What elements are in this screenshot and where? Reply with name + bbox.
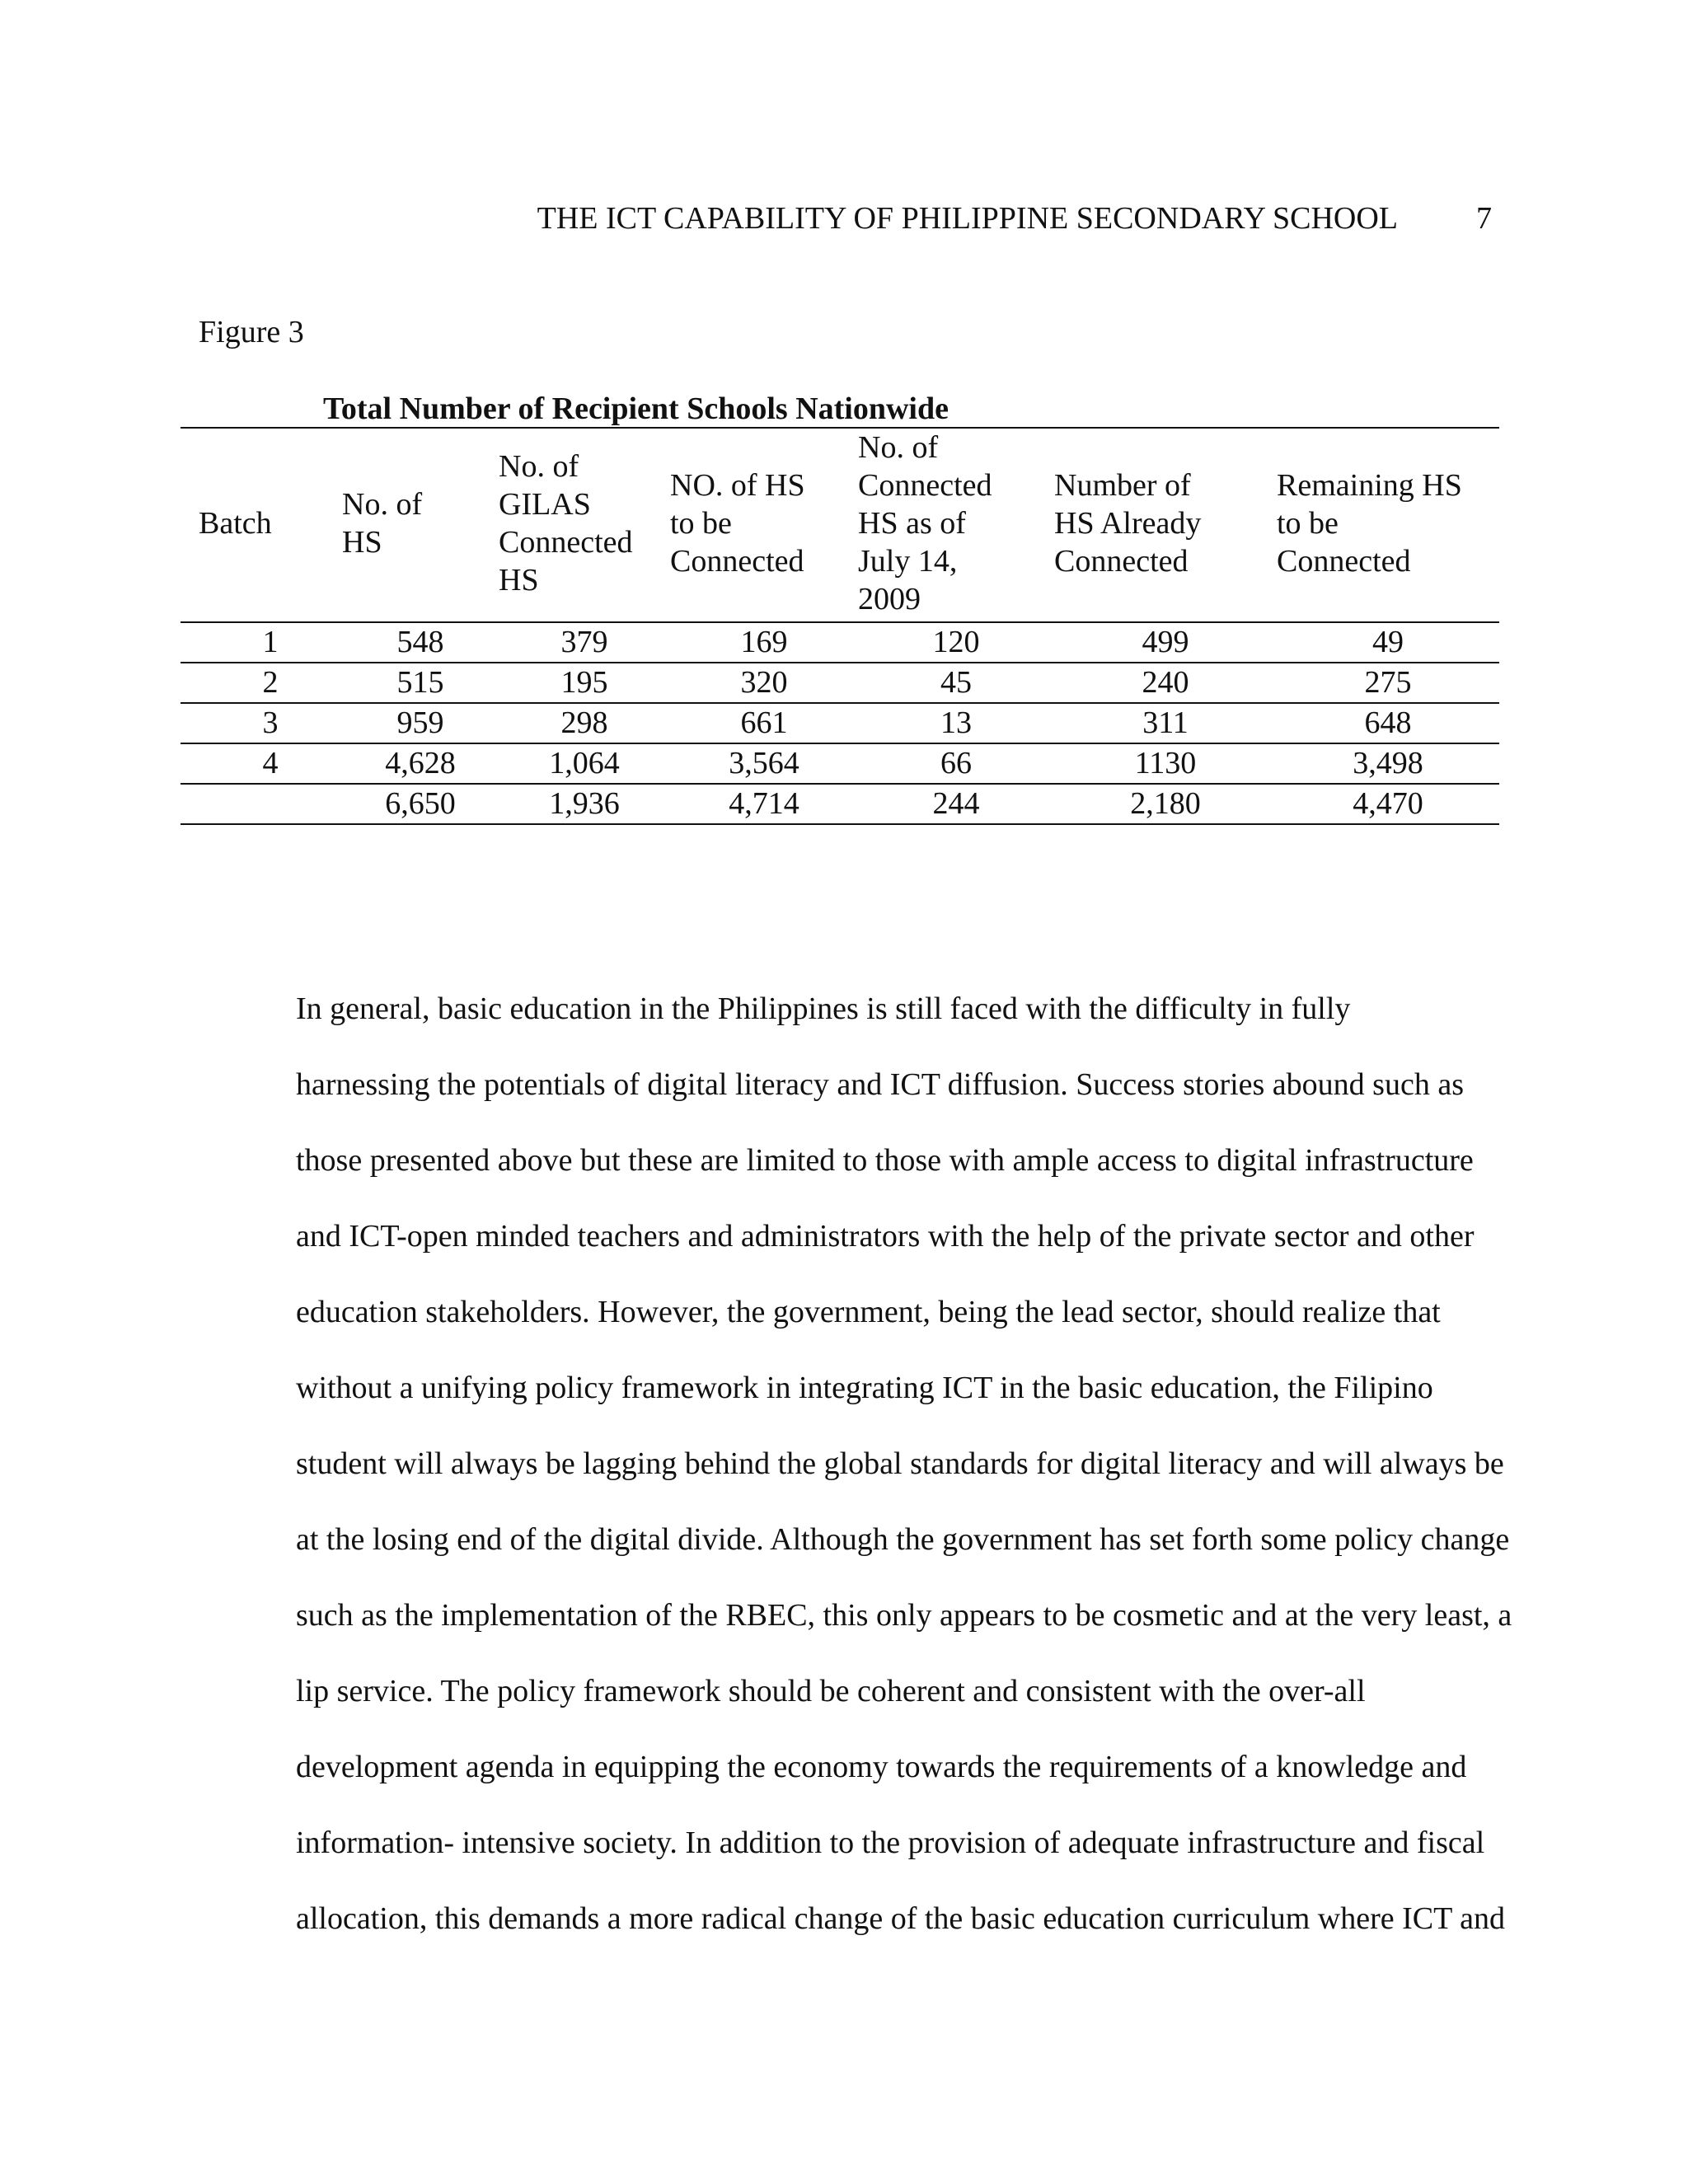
column-header-line: 2009 xyxy=(858,582,921,616)
text-line: and ICT-open minded teachers and administrators with the help of the private sector and other xyxy=(296,1219,1475,1254)
table-cell: 2 xyxy=(181,663,342,703)
table-cell: 1,936 xyxy=(499,784,670,824)
column-header xyxy=(858,428,1054,622)
table-cell: 169 xyxy=(670,622,858,663)
column-header-line: Number of xyxy=(1054,468,1191,503)
column-header-line: HS as of xyxy=(858,506,966,541)
table-cell: 379 xyxy=(499,622,670,663)
text-line: allocation, this demands a more radical change of the basic education curriculum where ICT and xyxy=(296,1901,1506,1936)
column-header xyxy=(342,428,499,622)
text-line: lip service. The policy framework should be coherent and consistent with the over-all xyxy=(296,1674,1366,1708)
text-line: In general, basic education in the Philippines is still faced with the difficulty in fully xyxy=(296,991,1351,1026)
table-cell: 6,650 xyxy=(342,784,499,824)
table-cell: 311 xyxy=(1054,703,1277,743)
column-header-line: Remaining HS xyxy=(1277,468,1462,503)
text-line: information- intensive society. In addition to the provision of adequate infrastructure and fiscal xyxy=(296,1825,1485,1860)
table-cell: 298 xyxy=(499,703,670,743)
column-header-line: Batch xyxy=(199,506,272,541)
body-paragraph xyxy=(199,971,1512,1957)
text-line: development agenda in equipping the economy towards the requirements of a knowledge and xyxy=(296,1750,1467,1784)
table-cell: 548 xyxy=(342,622,499,663)
table-cell: 1,064 xyxy=(499,743,670,784)
table-cell: 240 xyxy=(1054,663,1277,703)
paragraph xyxy=(199,971,1512,1957)
table-body xyxy=(181,622,1499,824)
column-header-line: HS Already xyxy=(1054,506,1202,541)
column-header-line: HS xyxy=(342,525,382,560)
recipient-schools-table xyxy=(181,427,1499,825)
text-line: harnessing the potentials of digital literacy and ICT diffusion. Success stories abound such as xyxy=(296,1067,1464,1102)
text-line: without a unifying policy framework in integrating ICT in the basic education, the Filipino xyxy=(296,1371,1433,1405)
running-title: THE ICT CAPABILITY OF PHILIPPINE SECONDARY SCHOOL xyxy=(537,201,1398,236)
column-header-line: Connected xyxy=(499,525,633,560)
table-cell: 195 xyxy=(499,663,670,703)
table-title: Total Number of Recipient Schools Nationwide xyxy=(323,391,949,426)
table-cell: 4,628 xyxy=(342,743,499,784)
table-cell: 244 xyxy=(858,784,1054,824)
table-cell: 45 xyxy=(858,663,1054,703)
column-header-line: Connected xyxy=(1277,544,1411,579)
table-cell: 320 xyxy=(670,663,858,703)
text-line: those presented above but these are limited to those with ample access to digital infrastructure xyxy=(296,1143,1474,1178)
column-header xyxy=(670,428,858,622)
table-row xyxy=(181,743,1499,784)
column-header-line: HS xyxy=(499,563,539,598)
table-cell: 4,470 xyxy=(1277,784,1499,824)
table-cell xyxy=(181,784,342,824)
column-header-line: GILAS xyxy=(499,487,591,522)
table-cell: 1 xyxy=(181,622,342,663)
table-cell: 3,498 xyxy=(1277,743,1499,784)
table-row xyxy=(181,622,1499,663)
table-row xyxy=(181,784,1499,824)
table-cell: 959 xyxy=(342,703,499,743)
table-cell: 3 xyxy=(181,703,342,743)
text-line: student will always be lagging behind the global standards for digital literacy and will always be xyxy=(296,1446,1504,1481)
table-row xyxy=(181,663,1499,703)
table-cell: 515 xyxy=(342,663,499,703)
column-header xyxy=(1277,428,1499,622)
table-cell: 499 xyxy=(1054,622,1277,663)
table-cell: 4 xyxy=(181,743,342,784)
page-number: 7 xyxy=(1476,201,1492,236)
text-line: at the losing end of the digital divide. Although the government has set forth some policy change xyxy=(296,1522,1510,1557)
table-row xyxy=(181,703,1499,743)
column-header-line: to be xyxy=(1277,506,1339,541)
table-cell: 661 xyxy=(670,703,858,743)
table-cell: 1130 xyxy=(1054,743,1277,784)
text-line: such as the implementation of the RBEC, this only appears to be cosmetic and at the very least, a xyxy=(296,1598,1512,1633)
running-head xyxy=(0,198,1688,239)
figure-label: Figure 3 xyxy=(199,315,304,349)
table-header-row xyxy=(181,428,1499,622)
table-cell: 49 xyxy=(1277,622,1499,663)
column-header-line: July 14, xyxy=(858,544,958,579)
table-cell: 13 xyxy=(858,703,1054,743)
table-cell: 4,714 xyxy=(670,784,858,824)
column-header xyxy=(499,428,670,622)
table-cell: 648 xyxy=(1277,703,1499,743)
table-cell: 3,564 xyxy=(670,743,858,784)
text-line: education stakeholders. However, the government, being the lead sector, should realize that xyxy=(296,1295,1441,1329)
table-cell: 2,180 xyxy=(1054,784,1277,824)
table-header xyxy=(181,428,1499,622)
column-header xyxy=(181,428,342,622)
column-header-line: Connected xyxy=(670,544,804,579)
column-header-line: No. of xyxy=(342,487,423,522)
column-header-line: to be xyxy=(670,506,732,541)
column-header-line: No. of xyxy=(499,449,579,484)
table-cell: 120 xyxy=(858,622,1054,663)
table-cell: 275 xyxy=(1277,663,1499,703)
column-header-line: NO. of HS xyxy=(670,468,805,503)
table-cell: 66 xyxy=(858,743,1054,784)
column-header-line: Connected xyxy=(858,468,992,503)
column-header xyxy=(1054,428,1277,622)
column-header-line: No. of xyxy=(858,430,939,465)
column-header-line: Connected xyxy=(1054,544,1189,579)
